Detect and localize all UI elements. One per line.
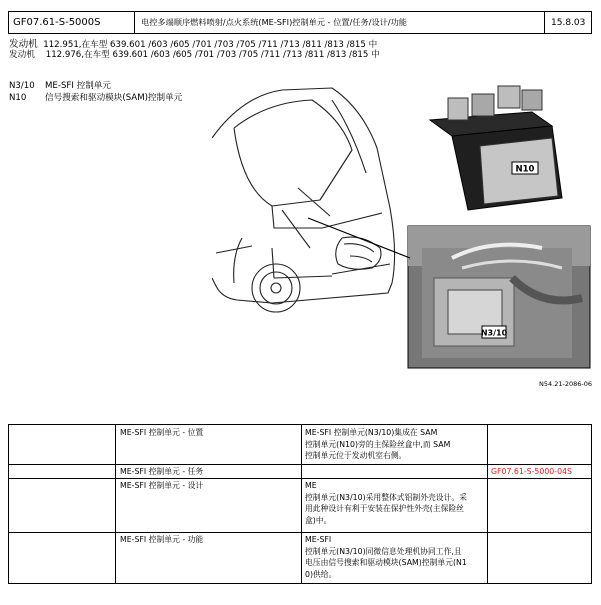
row-desc-function: ME-SFI 控制单元(N3/10)同微信息处理机协同工作,且 电压由信号搜索和驱动模块(SAM)控制单元(N1 0)供给。 <box>305 535 467 579</box>
engine-label: 发动机 <box>9 50 35 60</box>
engine-text: 112.951,在车型 639.601 /603 /605 /701 /703 /705 /711 /713 /811 /813 /815 中 <box>43 40 378 50</box>
legend-item-n310 <box>9 79 111 91</box>
module-label-n10: N10 <box>515 164 535 175</box>
pointer-line <box>308 218 410 258</box>
document-title: 电控多端顺序燃料喷射/点火系统(ME-SFI)控制单元 - 位置/任务/设计/功能 <box>135 12 545 33</box>
document-date: 15.8.03 <box>551 17 586 28</box>
row-title-position: ME-SFI 控制单元 - 位置 <box>120 428 204 437</box>
legend-text: ME-SFI 控制单元 <box>45 81 111 91</box>
description-table <box>8 424 592 584</box>
engine-line-2 <box>9 48 380 60</box>
figure-reference: N54.21-2086-06 <box>539 380 592 388</box>
engine-text: 112.976,在车型 639.601 /603 /605 /701 /703 /705 /711 /713 /811 /813 /815 中 <box>45 50 380 60</box>
row-title-task: ME-SFI 控制单元 - 任务 <box>120 467 204 476</box>
engine-bay-photo <box>408 226 590 368</box>
row-desc-position: ME-SFI 控制单元(N3/10)集成在 SAM 控制单元(N10)旁的主保险丝盒中,而 SAM 控制单元位于发动机室右侧。 <box>305 428 451 461</box>
row-title-function: ME-SFI 控制单元 - 功能 <box>120 535 204 544</box>
document-header <box>8 11 592 34</box>
row-title-design: ME-SFI 控制单元 - 设计 <box>120 481 204 490</box>
vehicle-control-unit-illustration <box>212 78 592 370</box>
legend-code: N10 <box>9 93 27 103</box>
task-reference-link[interactable]: GF07.61-S-5000-04S <box>491 467 572 476</box>
legend-code: N3/10 <box>9 81 35 91</box>
legend-item-n10 <box>9 91 182 103</box>
photo-label-n310: N3/10 <box>480 328 508 338</box>
legend-text: 信号搜索和驱动模块(SAM)控制单元 <box>45 93 183 103</box>
sam-module-drawing <box>430 86 562 210</box>
row-desc-design: ME 控制单元(N3/10)采用整体式铝制外壳设计。采 用此种设计有利于安装在保护性外壳(主保险丝 盒)中。 <box>305 481 467 525</box>
van-drawing <box>212 88 395 312</box>
document-id: GF07.61-S-5000S <box>9 12 135 33</box>
engine-label: 发动机 <box>9 39 38 50</box>
